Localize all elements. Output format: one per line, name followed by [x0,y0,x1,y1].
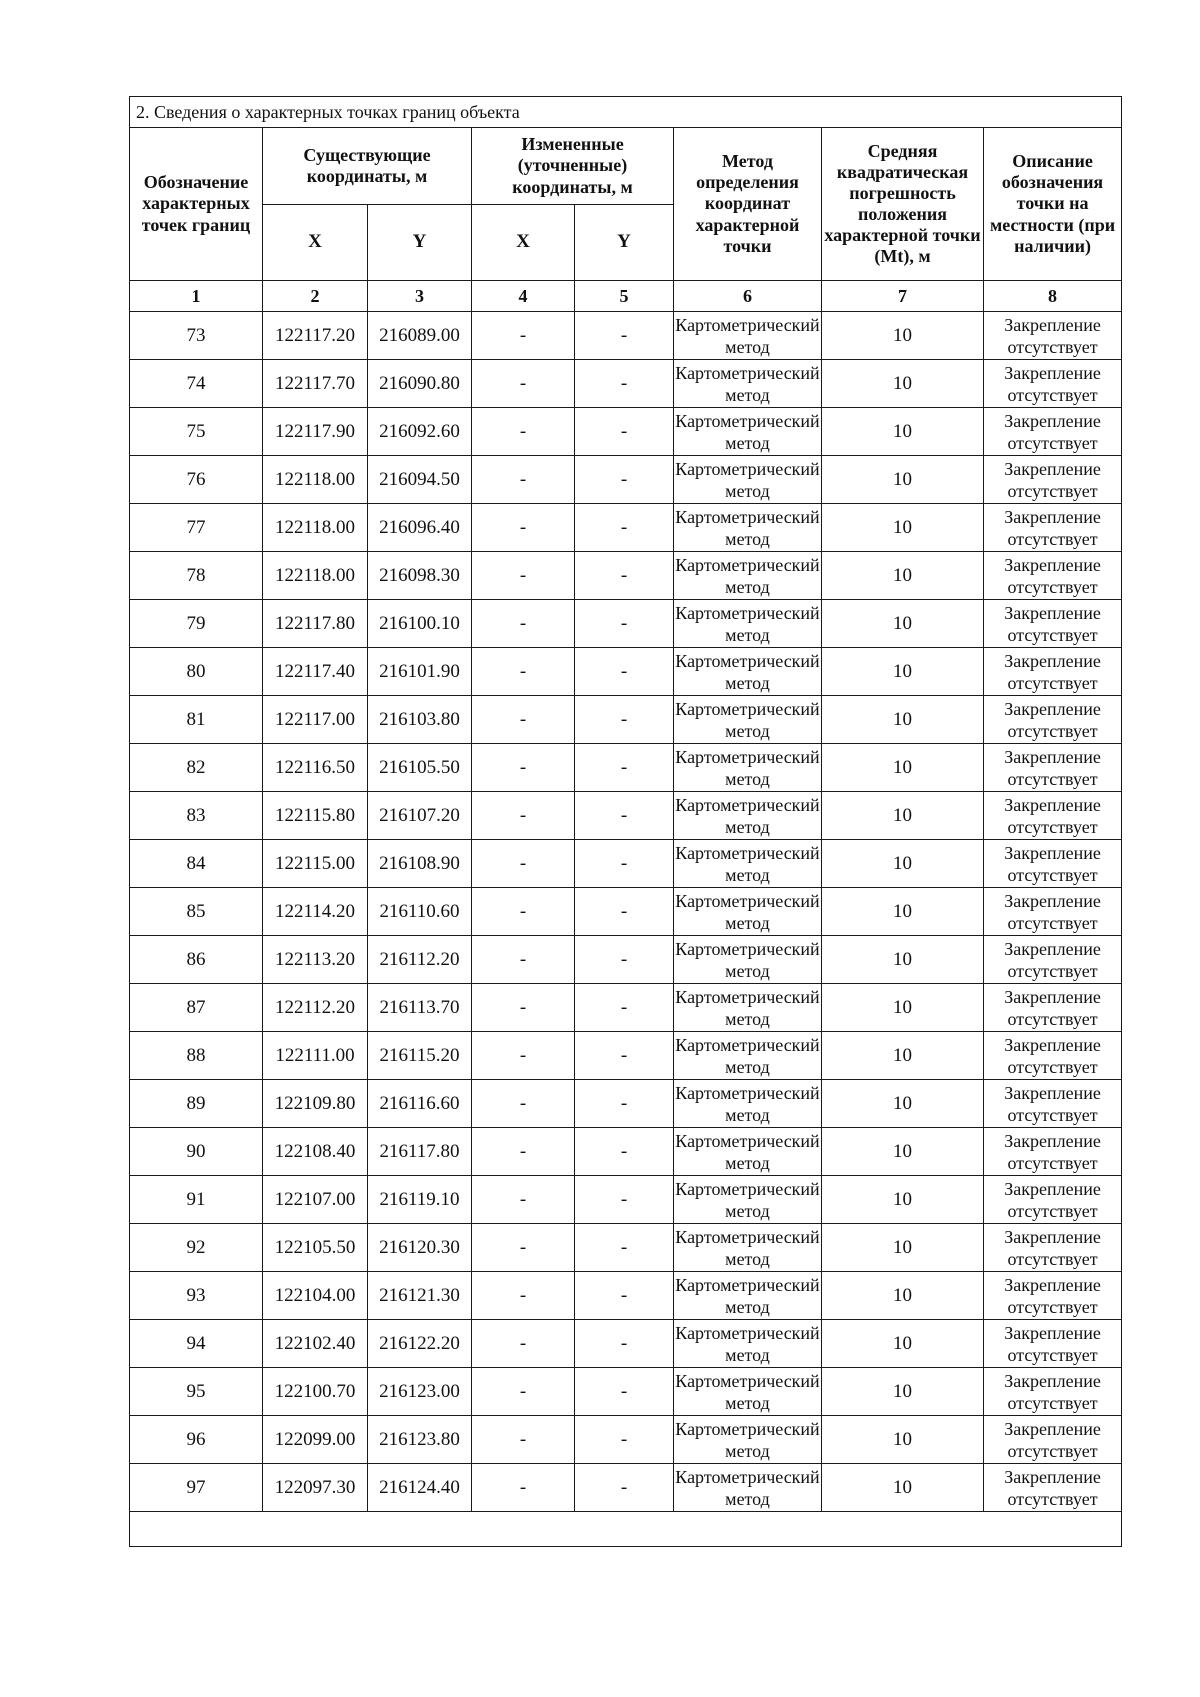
changed-y-cell: - [575,600,674,648]
existing-x-cell: 122118.00 [263,552,368,600]
changed-y-cell: - [575,1176,674,1224]
header-error: Средняя квадратическая погрешность положения характерной точки (Mt), м [822,128,984,281]
table-row [130,1272,1122,1320]
existing-x-cell: 122111.00 [263,1032,368,1080]
changed-y-cell: - [575,1032,674,1080]
description-cell: Закрепление отсутствует [984,408,1122,456]
point-cell: 94 [130,1320,263,1368]
changed-y-cell: - [575,456,674,504]
table-footer-row [130,1512,1122,1547]
existing-x-cell: 122105.50 [263,1224,368,1272]
description-cell: Закрепление отсутствует [984,1272,1122,1320]
method-cell: Картометрический метод [674,1416,822,1464]
point-cell: 88 [130,1032,263,1080]
changed-y-cell: - [575,1464,674,1512]
changed-y-cell: - [575,648,674,696]
table-header [130,97,1122,312]
column-number-row [130,281,1122,312]
error-cell: 10 [822,312,984,360]
method-cell: Картометрический метод [674,1032,822,1080]
existing-y-cell: 216103.80 [368,696,472,744]
column-number: 5 [575,281,674,312]
error-cell: 10 [822,696,984,744]
point-cell: 85 [130,888,263,936]
changed-y-cell: - [575,408,674,456]
table-row [130,1032,1122,1080]
error-cell: 10 [822,840,984,888]
header-method: Метод определения координат характерной точки [674,128,822,281]
table-row [130,1176,1122,1224]
method-cell: Картометрический метод [674,504,822,552]
description-cell: Закрепление отсутствует [984,1032,1122,1080]
point-cell: 91 [130,1176,263,1224]
point-cell: 77 [130,504,263,552]
table-row [130,1368,1122,1416]
description-cell: Закрепление отсутствует [984,552,1122,600]
description-cell: Закрепление отсутствует [984,1128,1122,1176]
changed-x-cell: - [472,504,575,552]
existing-y-cell: 216101.90 [368,648,472,696]
existing-y-cell: 216117.80 [368,1128,472,1176]
description-cell: Закрепление отсутствует [984,648,1122,696]
method-cell: Картометрический метод [674,888,822,936]
existing-y-cell: 216098.30 [368,552,472,600]
point-cell: 97 [130,1464,263,1512]
table-row [130,312,1122,360]
description-cell: Закрепление отсутствует [984,504,1122,552]
point-cell: 81 [130,696,263,744]
changed-x-cell: - [472,408,575,456]
changed-y-cell: - [575,360,674,408]
table-caption: 2. Сведения о характерных точках границ объекта [130,97,1122,128]
changed-x-cell: - [472,1032,575,1080]
existing-y-cell: 216123.80 [368,1416,472,1464]
changed-y-cell: - [575,1368,674,1416]
changed-x-cell: - [472,312,575,360]
changed-x-cell: - [472,456,575,504]
existing-x-cell: 122117.90 [263,408,368,456]
changed-x-cell: - [472,744,575,792]
method-cell: Картометрический метод [674,744,822,792]
table-row [130,1080,1122,1128]
table-row [130,600,1122,648]
changed-y-cell: - [575,1320,674,1368]
existing-x-cell: 122104.00 [263,1272,368,1320]
column-number: 6 [674,281,822,312]
changed-x-cell: - [472,888,575,936]
existing-x-cell: 122115.00 [263,840,368,888]
changed-y-cell: - [575,1224,674,1272]
existing-y-cell: 216096.40 [368,504,472,552]
table-row [130,648,1122,696]
existing-y-cell: 216092.60 [368,408,472,456]
changed-x-cell: - [472,1464,575,1512]
point-cell: 90 [130,1128,263,1176]
existing-y-cell: 216119.10 [368,1176,472,1224]
method-cell: Картометрический метод [674,456,822,504]
table-row [130,360,1122,408]
error-cell: 10 [822,552,984,600]
description-cell: Закрепление отсутствует [984,1176,1122,1224]
existing-y-cell: 216122.20 [368,1320,472,1368]
header-existing-x: X [263,205,368,281]
description-cell: Закрепление отсутствует [984,792,1122,840]
table-body [130,312,1122,1512]
error-cell: 10 [822,1464,984,1512]
method-cell: Картометрический метод [674,1272,822,1320]
table-row [130,1416,1122,1464]
method-cell: Картометрический метод [674,1368,822,1416]
method-cell: Картометрический метод [674,792,822,840]
existing-x-cell: 122116.50 [263,744,368,792]
method-cell: Картометрический метод [674,600,822,648]
point-cell: 76 [130,456,263,504]
changed-x-cell: - [472,840,575,888]
existing-x-cell: 122117.00 [263,696,368,744]
boundary-points-table [129,96,1122,1547]
method-cell: Картометрический метод [674,1464,822,1512]
changed-x-cell: - [472,936,575,984]
error-cell: 10 [822,1032,984,1080]
changed-y-cell: - [575,888,674,936]
existing-x-cell: 122109.80 [263,1080,368,1128]
error-cell: 10 [822,1080,984,1128]
error-cell: 10 [822,984,984,1032]
changed-y-cell: - [575,696,674,744]
error-cell: 10 [822,792,984,840]
existing-x-cell: 122118.00 [263,504,368,552]
description-cell: Закрепление отсутствует [984,312,1122,360]
error-cell: 10 [822,1416,984,1464]
changed-x-cell: - [472,648,575,696]
existing-x-cell: 122115.80 [263,792,368,840]
existing-x-cell: 122117.70 [263,360,368,408]
changed-y-cell: - [575,1272,674,1320]
error-cell: 10 [822,1176,984,1224]
point-cell: 86 [130,936,263,984]
point-cell: 84 [130,840,263,888]
changed-x-cell: - [472,552,575,600]
changed-x-cell: - [472,1080,575,1128]
error-cell: 10 [822,888,984,936]
description-cell: Закрепление отсутствует [984,360,1122,408]
table-row [130,840,1122,888]
error-cell: 10 [822,936,984,984]
column-number: 3 [368,281,472,312]
changed-y-cell: - [575,552,674,600]
error-cell: 10 [822,744,984,792]
table-row [130,744,1122,792]
changed-x-cell: - [472,1176,575,1224]
error-cell: 10 [822,1128,984,1176]
method-cell: Картометрический метод [674,696,822,744]
description-cell: Закрепление отсутствует [984,840,1122,888]
point-cell: 92 [130,1224,263,1272]
table-row [130,1128,1122,1176]
column-number: 1 [130,281,263,312]
description-cell: Закрепление отсутствует [984,1224,1122,1272]
point-cell: 83 [130,792,263,840]
header-point-designation: Обозначение характерных точек границ [130,128,263,281]
existing-x-cell: 122097.30 [263,1464,368,1512]
method-cell: Картометрический метод [674,312,822,360]
error-cell: 10 [822,456,984,504]
table-row [130,1224,1122,1272]
existing-x-cell: 122108.40 [263,1128,368,1176]
changed-y-cell: - [575,936,674,984]
description-cell: Закрепление отсутствует [984,1368,1122,1416]
changed-y-cell: - [575,792,674,840]
method-cell: Картометрический метод [674,1128,822,1176]
changed-y-cell: - [575,1080,674,1128]
header-changed-coordinates: Измененные (уточненные) координаты, м [472,128,674,205]
method-cell: Картометрический метод [674,1224,822,1272]
error-cell: 10 [822,1272,984,1320]
header-existing-y: Y [368,205,472,281]
header-changed-x: X [472,205,575,281]
changed-x-cell: - [472,792,575,840]
point-cell: 82 [130,744,263,792]
changed-y-cell: - [575,1416,674,1464]
description-cell: Закрепление отсутствует [984,936,1122,984]
method-cell: Картометрический метод [674,1320,822,1368]
existing-y-cell: 216108.90 [368,840,472,888]
changed-x-cell: - [472,1320,575,1368]
description-cell: Закрепление отсутствует [984,1320,1122,1368]
table-footer-cell [130,1512,1122,1547]
changed-x-cell: - [472,1416,575,1464]
column-number: 4 [472,281,575,312]
changed-x-cell: - [472,360,575,408]
changed-y-cell: - [575,1128,674,1176]
existing-x-cell: 122099.00 [263,1416,368,1464]
point-cell: 79 [130,600,263,648]
table-row [130,456,1122,504]
existing-y-cell: 216089.00 [368,312,472,360]
table-row [130,552,1122,600]
description-cell: Закрепление отсутствует [984,1464,1122,1512]
changed-x-cell: - [472,1272,575,1320]
table-row [130,504,1122,552]
changed-x-cell: - [472,696,575,744]
description-cell: Закрепление отсутствует [984,1080,1122,1128]
column-number: 7 [822,281,984,312]
existing-x-cell: 122114.20 [263,888,368,936]
description-cell: Закрепление отсутствует [984,600,1122,648]
changed-x-cell: - [472,1368,575,1416]
existing-y-cell: 216116.60 [368,1080,472,1128]
error-cell: 10 [822,408,984,456]
description-cell: Закрепление отсутствует [984,1416,1122,1464]
table-row [130,408,1122,456]
existing-y-cell: 216105.50 [368,744,472,792]
description-cell: Закрепление отсутствует [984,744,1122,792]
error-cell: 10 [822,1320,984,1368]
point-cell: 93 [130,1272,263,1320]
changed-y-cell: - [575,840,674,888]
changed-y-cell: - [575,744,674,792]
error-cell: 10 [822,1368,984,1416]
existing-y-cell: 216110.60 [368,888,472,936]
method-cell: Картометрический метод [674,552,822,600]
table-row [130,1464,1122,1512]
table-row [130,1320,1122,1368]
existing-y-cell: 216120.30 [368,1224,472,1272]
existing-y-cell: 216107.20 [368,792,472,840]
table-row [130,984,1122,1032]
method-cell: Картометрический метод [674,984,822,1032]
method-cell: Картометрический метод [674,408,822,456]
method-cell: Картометрический метод [674,360,822,408]
point-cell: 74 [130,360,263,408]
existing-x-cell: 122107.00 [263,1176,368,1224]
point-cell: 75 [130,408,263,456]
description-cell: Закрепление отсутствует [984,888,1122,936]
existing-x-cell: 122117.20 [263,312,368,360]
method-cell: Картометрический метод [674,1176,822,1224]
description-cell: Закрепление отсутствует [984,696,1122,744]
point-cell: 95 [130,1368,263,1416]
changed-y-cell: - [575,984,674,1032]
existing-x-cell: 122113.20 [263,936,368,984]
table-row [130,792,1122,840]
header-description: Описание обозначения точки на местности (при наличии) [984,128,1122,281]
description-cell: Закрепление отсутствует [984,456,1122,504]
column-number: 2 [263,281,368,312]
method-cell: Картометрический метод [674,1080,822,1128]
existing-y-cell: 216090.80 [368,360,472,408]
point-cell: 87 [130,984,263,1032]
existing-x-cell: 122102.40 [263,1320,368,1368]
changed-y-cell: - [575,504,674,552]
header-changed-y: Y [575,205,674,281]
description-cell: Закрепление отсутствует [984,984,1122,1032]
table-row [130,696,1122,744]
changed-x-cell: - [472,1128,575,1176]
existing-x-cell: 122117.40 [263,648,368,696]
method-cell: Картометрический метод [674,648,822,696]
point-cell: 78 [130,552,263,600]
point-cell: 89 [130,1080,263,1128]
existing-x-cell: 122118.00 [263,456,368,504]
existing-y-cell: 216100.10 [368,600,472,648]
existing-y-cell: 216124.40 [368,1464,472,1512]
existing-x-cell: 122100.70 [263,1368,368,1416]
existing-y-cell: 216094.50 [368,456,472,504]
method-cell: Картометрический метод [674,840,822,888]
table-row [130,936,1122,984]
point-cell: 80 [130,648,263,696]
existing-x-cell: 122112.20 [263,984,368,1032]
error-cell: 10 [822,504,984,552]
point-cell: 73 [130,312,263,360]
error-cell: 10 [822,360,984,408]
error-cell: 10 [822,600,984,648]
changed-y-cell: - [575,312,674,360]
table-row [130,888,1122,936]
changed-x-cell: - [472,984,575,1032]
column-number: 8 [984,281,1122,312]
method-cell: Картометрический метод [674,936,822,984]
error-cell: 10 [822,1224,984,1272]
error-cell: 10 [822,648,984,696]
changed-x-cell: - [472,1224,575,1272]
point-cell: 96 [130,1416,263,1464]
header-existing-coordinates: Существующие координаты, м [263,128,472,205]
existing-y-cell: 216112.20 [368,936,472,984]
existing-x-cell: 122117.80 [263,600,368,648]
changed-x-cell: - [472,600,575,648]
existing-y-cell: 216113.70 [368,984,472,1032]
existing-y-cell: 216123.00 [368,1368,472,1416]
existing-y-cell: 216115.20 [368,1032,472,1080]
existing-y-cell: 216121.30 [368,1272,472,1320]
